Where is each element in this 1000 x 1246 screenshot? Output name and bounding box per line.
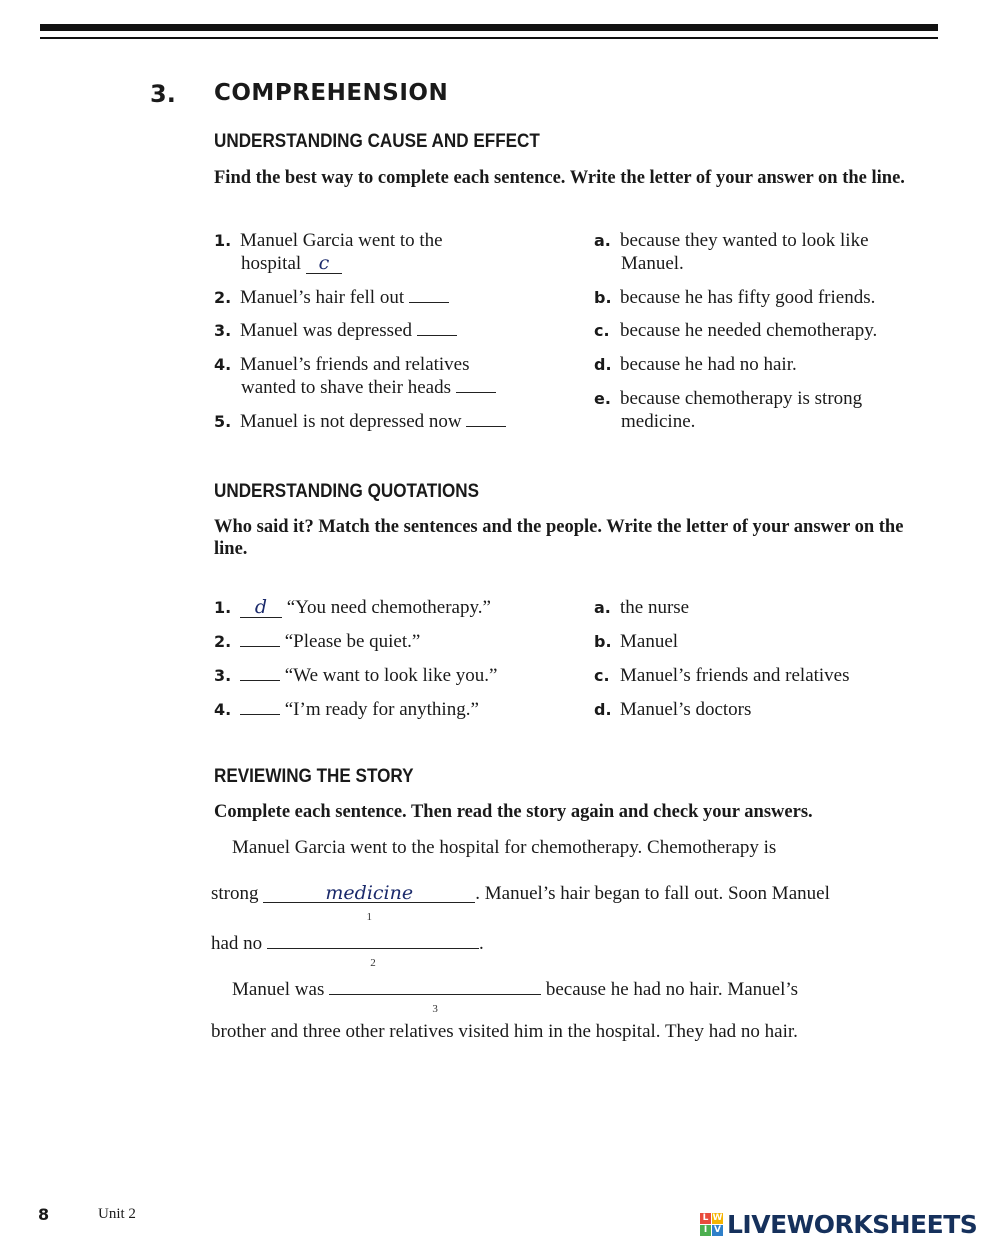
answer-blank[interactable] <box>240 632 280 647</box>
effect-option-e: e. because chemotherapy is strong medicine. <box>594 388 863 432</box>
top-rule-thin <box>40 37 938 39</box>
speaker-option-b: b. Manuel <box>594 631 679 652</box>
section-title: COMPREHENSION <box>214 80 449 106</box>
answer-blank[interactable] <box>466 412 506 427</box>
effect-option-c: c. because he needed chemotherapy. <box>594 320 878 341</box>
story-line-2: strong medicine 1 . Manuel’s hair began to fall out. Soon Manuel <box>211 882 830 923</box>
item-number: 4. <box>214 700 232 719</box>
answer-blank[interactable] <box>417 321 457 336</box>
option-letter: d. <box>594 355 612 374</box>
option-letter: b. <box>594 632 612 651</box>
logo-square-3: I <box>700 1225 711 1236</box>
answer-blank[interactable] <box>240 666 280 681</box>
item-number: 5. <box>214 412 232 431</box>
item-number: 1. <box>214 598 232 617</box>
item-number: 1. <box>214 231 232 250</box>
effect-option-b: b. because he has fifty good friends. <box>594 287 876 308</box>
story-line-4: Manuel was 3 because he had no hair. Manuel’s <box>232 974 798 1001</box>
option-letter: c. <box>594 666 610 685</box>
cause-item-3: 3. Manuel was depressed <box>214 319 574 342</box>
story-line-3: had no 2 . <box>211 928 484 955</box>
item-number: 2. <box>214 632 232 651</box>
speaker-option-a: a. the nurse <box>594 597 690 618</box>
review-heading: REVIEWING THE STORY <box>214 766 414 787</box>
liveworksheets-logo <box>700 1208 977 1240</box>
logo-icon <box>700 1213 723 1236</box>
item-number: 2. <box>214 288 232 307</box>
unit-label: Unit 2 <box>98 1206 136 1222</box>
quotations-heading: UNDERSTANDING QUOTATIONS <box>214 481 480 502</box>
story-blank-2[interactable]: 2 <box>267 928 479 949</box>
review-instructions: Complete each sentence. Then read the story again and check your answers. <box>214 802 813 822</box>
page-number: 8 <box>38 1205 50 1224</box>
item-number: 4. <box>214 355 232 374</box>
quote-item-4: 4. “I’m ready for anything.” <box>214 699 479 720</box>
quote-item-1: 1. d “You need chemotherapy.” <box>214 596 491 618</box>
answer-blank[interactable]: d <box>240 597 282 618</box>
cause-effect-heading: UNDERSTANDING CAUSE AND EFFECT <box>214 131 540 152</box>
cause-item-1: 1. Manuel Garcia went to the hospital c <box>214 230 443 274</box>
story-line-5: brother and three other relatives visited him in the hospital. They had no hair. <box>211 1021 798 1042</box>
option-letter: c. <box>594 321 610 340</box>
logo-square-4: V <box>712 1225 723 1236</box>
quotations-instructions: Who said it? Match the sentences and the people. Write the letter of your answer on the line. <box>214 517 904 559</box>
item-number: 3. <box>214 321 232 340</box>
answer-blank[interactable]: c <box>306 253 342 274</box>
story-blank-3[interactable]: 3 <box>329 974 541 995</box>
item-number: 3. <box>214 666 232 685</box>
quote-item-3: 3. “We want to look like you.” <box>214 665 498 686</box>
speaker-option-c: c. Manuel’s friends and relatives <box>594 665 850 686</box>
effect-option-a: a. because they wanted to look like Manuel. <box>594 230 869 274</box>
answer-blank[interactable] <box>240 700 280 715</box>
answer-blank[interactable] <box>409 288 449 303</box>
option-letter: e. <box>594 389 611 408</box>
story-blank-1[interactable]: medicine 1 <box>263 882 475 903</box>
option-letter: a. <box>594 231 611 250</box>
cause-item-2: 2. Manuel’s hair fell out <box>214 286 574 309</box>
answer-blank[interactable] <box>456 378 496 393</box>
effect-option-d: d. because he had no hair. <box>594 354 797 375</box>
option-letter: b. <box>594 288 612 307</box>
option-letter: a. <box>594 598 611 617</box>
quote-item-2: 2. “Please be quiet.” <box>214 631 421 652</box>
top-rule-thick <box>40 24 938 31</box>
option-letter: d. <box>594 700 612 719</box>
story-line-1: Manuel Garcia went to the hospital for chemotherapy. Chemotherapy is <box>232 837 777 858</box>
logo-square-1: L <box>700 1213 711 1224</box>
cause-item-4: 4. Manuel’s friends and relatives wanted to shave their heads <box>214 353 574 399</box>
section-number: 3. <box>150 80 176 108</box>
logo-text: LIVEWORKSHEETS <box>727 1209 978 1239</box>
logo-square-2: W <box>712 1212 723 1223</box>
cause-item-5: 5. Manuel is not depressed now <box>214 410 574 433</box>
cause-effect-instructions: Find the best way to complete each sentence. Write the letter of your answer on the line. <box>214 168 905 188</box>
speaker-option-d: d. Manuel’s doctors <box>594 699 752 720</box>
